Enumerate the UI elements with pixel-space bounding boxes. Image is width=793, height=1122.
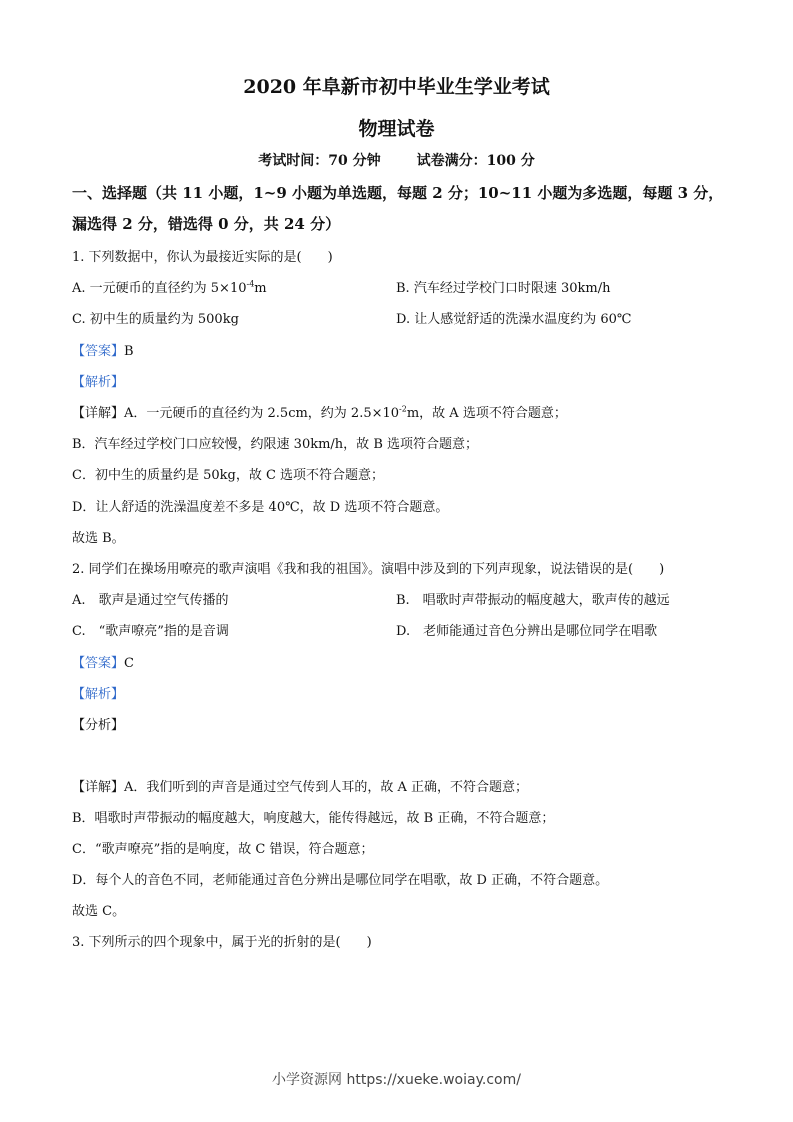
q1-detail-d: D．让人舒适的洗澡温度差不多是 40℃，故 D 选项不符合题意。 bbox=[72, 500, 449, 515]
q2-detail-b: B．唱歌时声带振动的幅度越大，响度越大，能传得越远，故 B 正确，不符合题意； bbox=[72, 811, 555, 826]
q2-option-a: A. 歌声是通过空气传播的 bbox=[72, 593, 229, 608]
q2-answer-value: C bbox=[124, 656, 134, 671]
q2-fenxi-label: 【分析】 bbox=[72, 718, 125, 733]
q1-option-a-text: A. 一元硬币的直径约为 5×10 bbox=[72, 281, 247, 296]
q2-option-c: C. “歌声嘹亮”指的是音调 bbox=[72, 624, 229, 639]
q2-detail-c: C．“歌声嘹亮”指的是响度，故 C 错误，符合题意； bbox=[72, 842, 374, 857]
q1-answer-value: B bbox=[124, 344, 134, 359]
footer-watermark: 小学资源网 https://xueke.woiay.com/ bbox=[272, 1072, 521, 1088]
q1-detail-b: B．汽车经过学校门口应较慢，约限速 30km/h，故 B 选项符合题意； bbox=[72, 437, 479, 452]
q2-answer-label: 【答案】 bbox=[72, 656, 125, 671]
exam-info bbox=[0, 150, 793, 170]
q1-detail-a-text: 【详解】A．一元硬币的直径约为 2.5cm，约为 2.5×10 bbox=[72, 406, 400, 421]
q1-option-d: D. 让人感觉舒适的洗澡水温度约为 60℃ bbox=[396, 312, 632, 327]
q3-stem: 3. 下列所示的四个现象中，属于光的折射的是( ) bbox=[72, 935, 372, 950]
q1-answer-label: 【答案】 bbox=[72, 344, 125, 359]
q2-option-d: D. 老师能通过音色分辨出是哪位同学在唱歌 bbox=[396, 624, 658, 639]
q1-answer bbox=[72, 340, 134, 359]
q1-option-a-unit: m bbox=[254, 281, 267, 296]
section-heading-line1: 一、选择题（共 11 小题，1~9 小题为单选题，每题 2 分；10~11 小题为多选题，每题 3 分， bbox=[72, 184, 724, 202]
q2-conclusion: 故选 C。 bbox=[72, 904, 126, 919]
q1-option-a bbox=[72, 277, 267, 296]
q1-detail-c: C．初中生的质量约是 50kg，故 C 选项不符合题意； bbox=[72, 468, 385, 483]
q2-detail-d: D．每个人的音色不同，老师能通过音色分辨出是哪位同学在唱歌，故 D 正确，不符合题意。 bbox=[72, 873, 609, 888]
q2-answer bbox=[72, 652, 134, 671]
exam-score: 试卷满分：100 分 bbox=[416, 153, 535, 169]
q1-stem: 1. 下列数据中，你认为最接近实际的是( ) bbox=[72, 250, 333, 265]
q2-option-b: B. 唱歌时声带振动的幅度越大，歌声传的越远 bbox=[396, 593, 670, 608]
q1-option-a-exponent: -4 bbox=[246, 279, 255, 289]
q2-detail-a: 【详解】A．我们听到的声音是通过空气传到人耳的，故 A 正确，不符合题意； bbox=[72, 780, 529, 795]
section-heading-line2: 漏选得 2 分，错选得 0 分，共 24 分） bbox=[72, 215, 341, 233]
q1-option-c: C. 初中生的质量约为 500kg bbox=[72, 312, 239, 327]
q2-stem: 2. 同学们在操场用嘹亮的歌声演唱《我和我的祖国》。演唱中涉及到的下列声现象，说法错误的是( ) bbox=[72, 562, 665, 577]
exam-time: 考试时间：70 分钟 bbox=[258, 153, 381, 169]
q1-option-b: B. 汽车经过学校门口时限速 30km/h bbox=[396, 281, 611, 296]
q1-detail-a bbox=[72, 402, 567, 421]
q1-detail-a-exponent: -2 bbox=[399, 404, 407, 414]
q2-analysis-label: 【解析】 bbox=[72, 687, 125, 702]
q1-conclusion: 故选 B。 bbox=[72, 531, 125, 546]
exam-title: 2020 年阜新市初中毕业生学业考试 bbox=[243, 76, 550, 98]
q1-analysis-label: 【解析】 bbox=[72, 375, 125, 390]
q1-detail-a-rest: m，故 A 选项不符合题意； bbox=[406, 406, 567, 421]
exam-subtitle: 物理试卷 bbox=[358, 118, 435, 140]
